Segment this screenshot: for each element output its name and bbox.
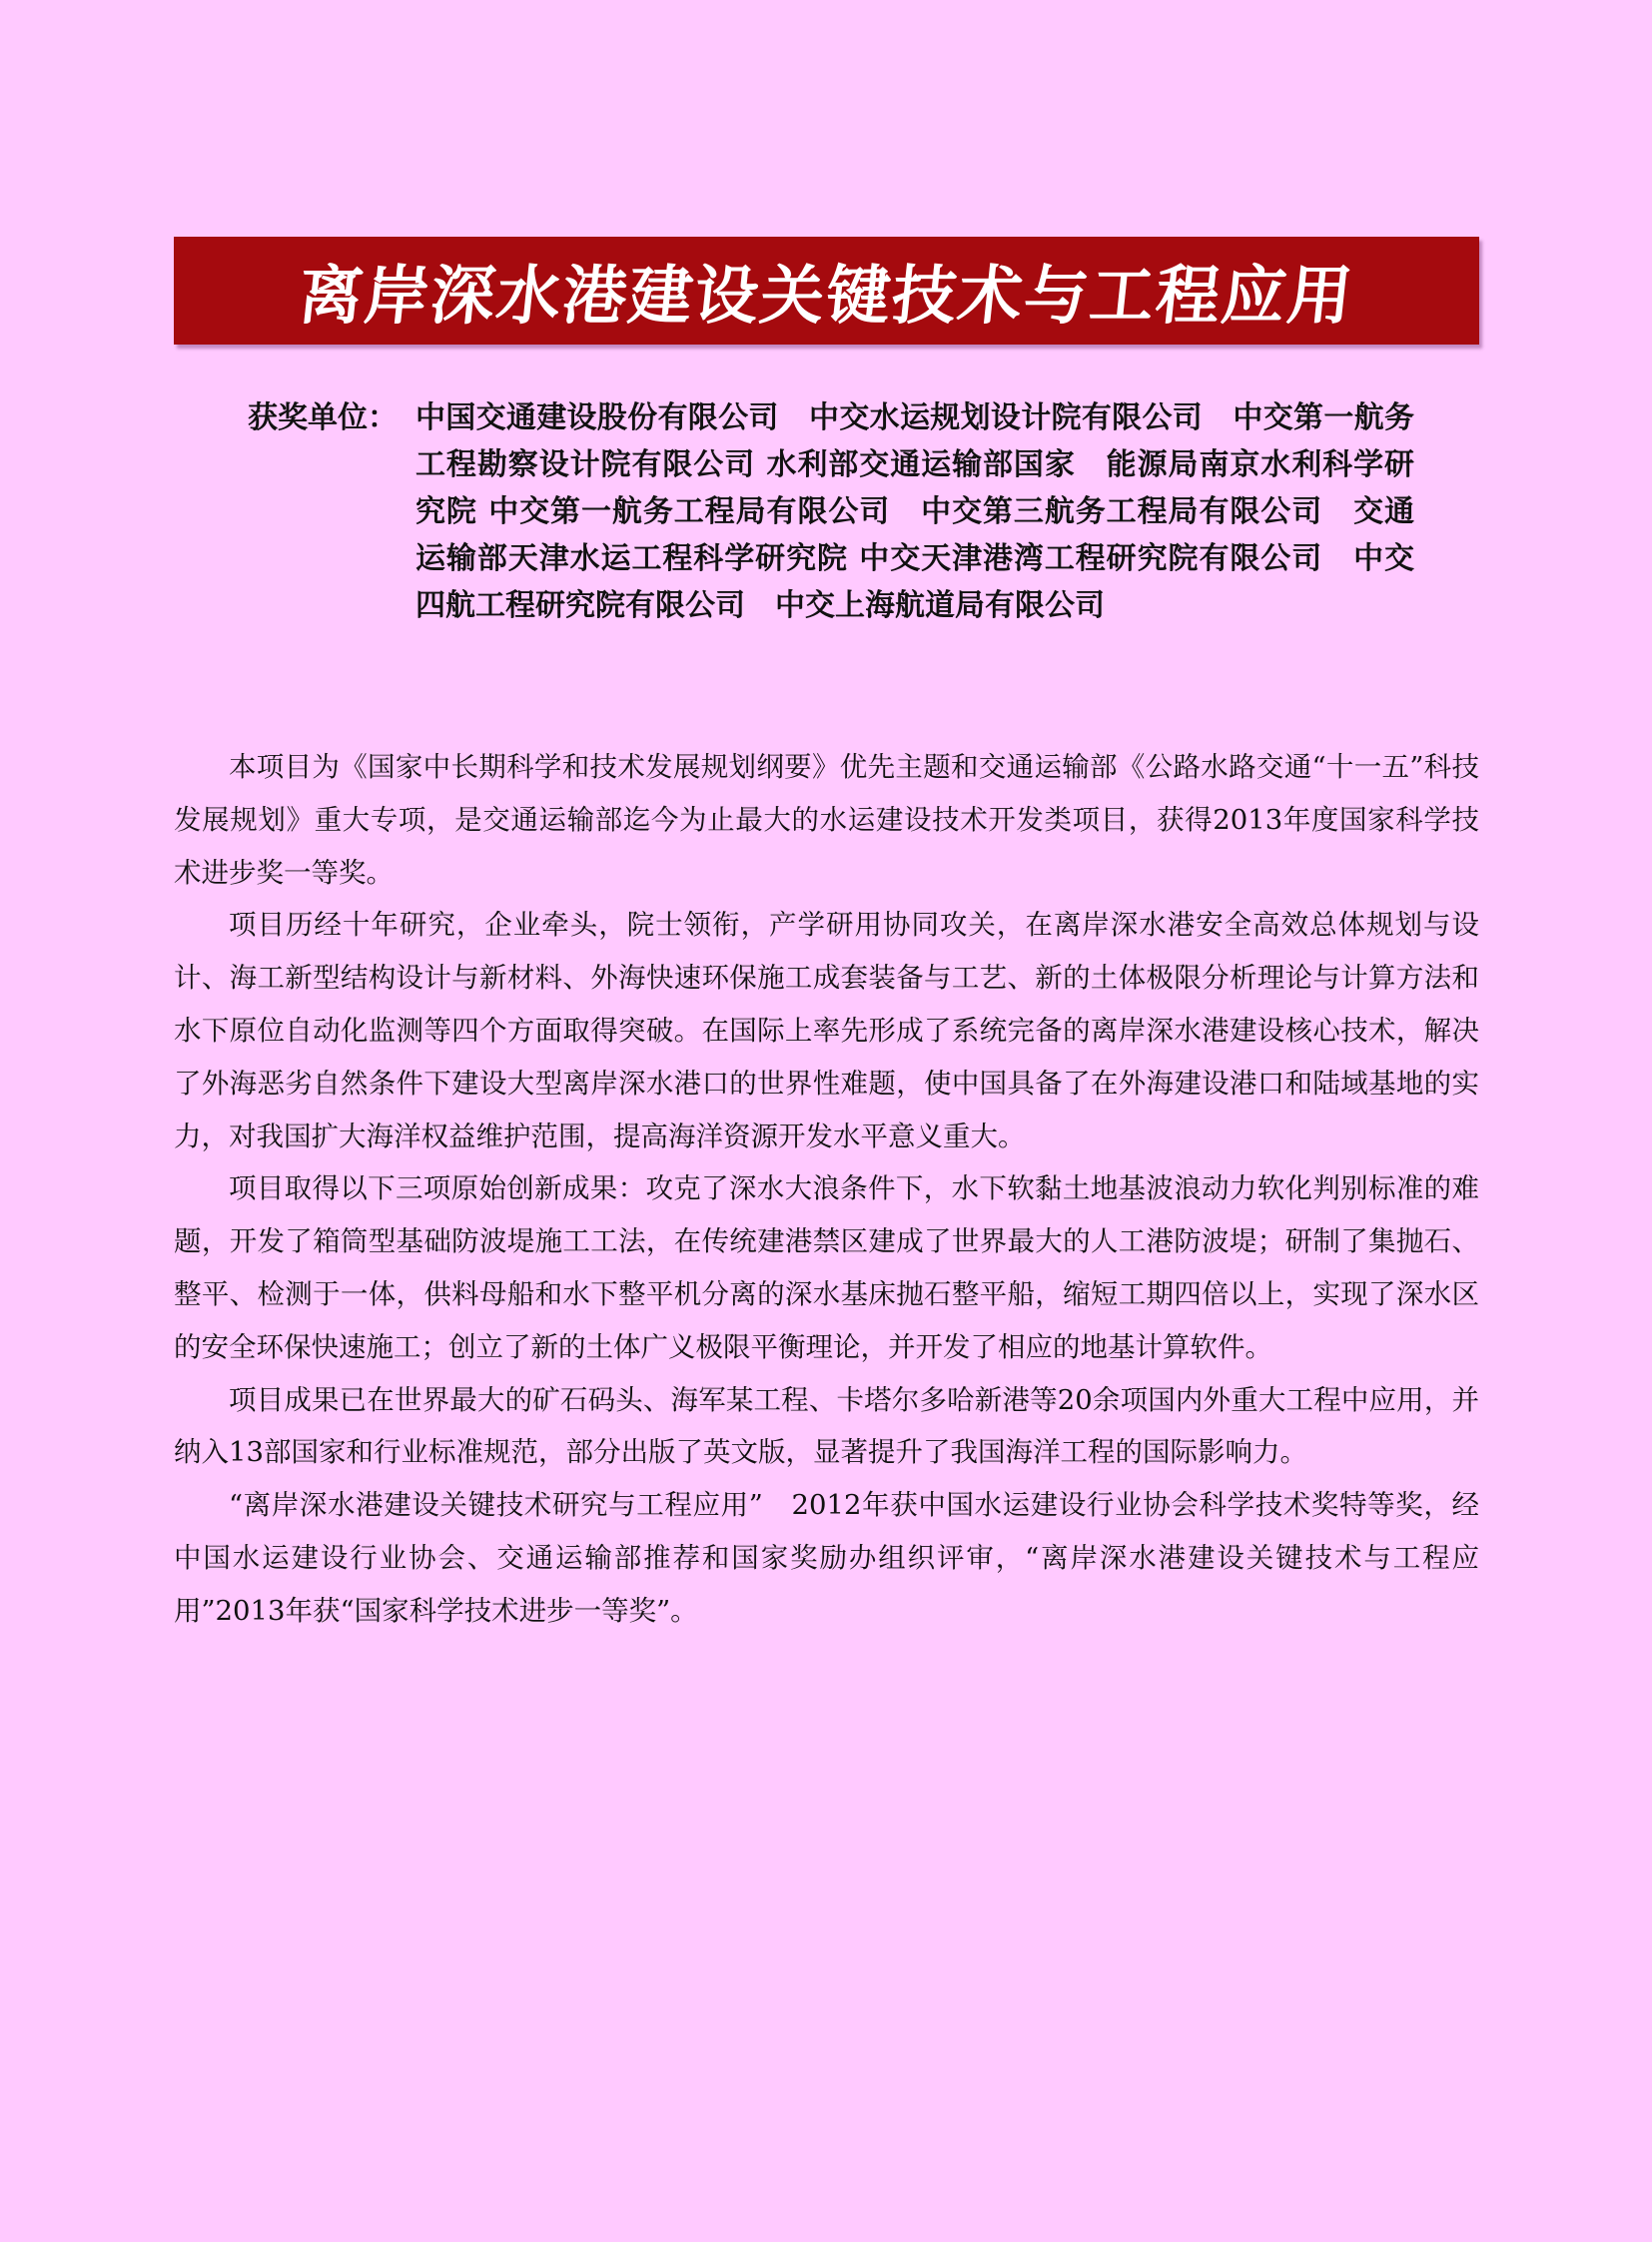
page-title: 离岸深水港建设关键技术与工程应用 — [294, 260, 1357, 334]
paragraph: “离岸深水港建设关键技术研究与工程应用” 2012年获中国水运建设行业协会科学技术奖特等奖，经中国水运建设行业协会、交通运输部推荐和国家奖励办组织评审，“离岸深水港建设关键技术与工程应用”2013年获“国家科学技术进步一等奖”。 — [174, 1489, 1479, 1627]
award-winners-list: 中国交通建设股份有限公司 中交水运规划设计院有限公司 中交第一航务工程勘察设计院有限公司 水利部交通运输部国家 能源局南京水利科学研究院 中交第一航务工程局有限公司 中交第三航务工程局有限公司 交通运输部天津水运工程科学研究院 中交天津港湾工程研究院有限公司 中交四航工程研究院有限公司 中交上海航道局有限公司 — [415, 400, 1414, 623]
paragraph: 项目取得以下三项原始创新成果：攻克了深水大浪条件下，水下软黏土地基波浪动力软化判别标准的难题，开发了箱筒型基础防波堤施工工法，在传统建港禁区建成了世界最大的人工港防波堤；研制了集抛石、整平、检测于一体，供料母船和水下整平机分离的深水基床抛石整平船，缩短工期四倍以上，实现了深水区的安全环保快速施工；创立了新的土体广义极限平衡理论，并开发了相应的地基计算软件。 — [174, 1172, 1479, 1363]
paragraph: 项目历经十年研究，企业牵头，院士领衔，产学研用协同攻关，在离岸深水港安全高效总体规划与设计、海工新型结构设计与新材料、外海快速环保施工成套装备与工艺、新的土体极限分析理论与计算方法和水下原位自动化监测等四个方面取得突破。在国际上率先形成了系统完备的离岸深水港建设核心技术，解决了外海恶劣自然条件下建设大型离岸深水港口的世界性难题，使中国具备了在外海建设港口和陆域基地的实力，对我国扩大海洋权益维护范围，提高海洋资源开发水平意义重大。 — [174, 909, 1479, 1152]
paragraph: 本项目为《国家中长期科学和技术发展规划纲要》优先主题和交通运输部《公路水路交通“十一五”科技发展规划》重大专项，是交通运输部迄今为止最大的水运建设技术开发类项目，获得2013年度国家科学技术进步奖一等奖。 — [174, 751, 1479, 889]
paragraph: 项目成果已在世界最大的矿石码头、海军某工程、卡塔尔多哈新港等20余项国内外重大工程中应用，并纳入13部国家和行业标准规范，部分出版了英文版，显著提升了我国海洋工程的国际影响力。 — [174, 1383, 1479, 1469]
title-banner — [174, 237, 1479, 345]
article-body — [174, 741, 1479, 1638]
award-winners-label: 获奖单位： — [248, 400, 398, 435]
